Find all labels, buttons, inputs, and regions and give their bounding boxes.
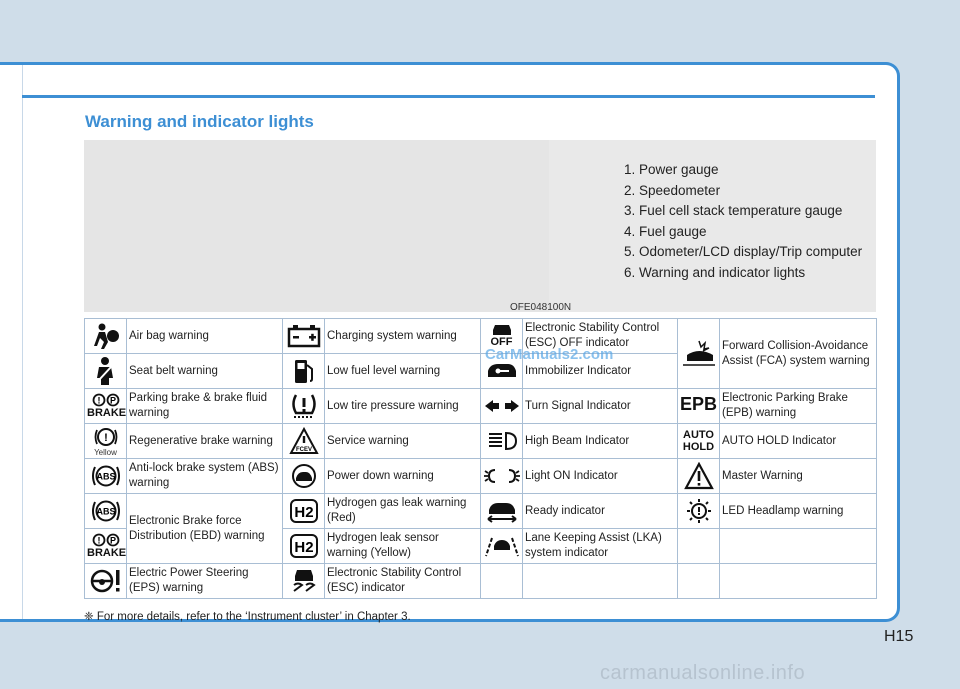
service-warning-icon <box>283 424 325 459</box>
light-label: Immobilizer Indicator <box>523 354 678 389</box>
light-label: Low tire pressure warning <box>325 389 481 424</box>
parking-brake-text: BRAKE <box>87 407 127 419</box>
lane-keeping-icon <box>481 529 523 564</box>
tire-pressure-icon <box>283 389 325 424</box>
warning-lights-table <box>84 318 877 599</box>
master-warning-icon <box>678 459 720 494</box>
ebd-abs-icon <box>85 494 127 529</box>
esc-off-text: OFF <box>490 336 513 348</box>
empty-icon-cell <box>678 564 720 599</box>
auto-hold-text: AUTO HOLD <box>682 429 715 453</box>
parking-brake-icon <box>85 389 127 424</box>
led-headlamp-icon <box>678 494 720 529</box>
image-caption: OFE048100N <box>510 302 572 313</box>
ebd-abs-text: ABS <box>95 506 116 517</box>
light-label: Lane Keeping Assist (LKA) system indicator <box>523 529 678 564</box>
regenerative-brake-icon <box>85 424 127 459</box>
light-label: Hydrogen gas leak warning (Red) <box>325 494 481 529</box>
light-label: Parking brake & brake fluid warning <box>127 389 283 424</box>
legend-item: 4. Fuel gauge <box>624 223 707 239</box>
light-label: Master Warning <box>720 459 877 494</box>
fcev-text: FCEV <box>295 447 312 453</box>
airbag-warning-icon <box>85 319 127 354</box>
empty-icon-cell <box>481 564 523 599</box>
cluster-legend <box>624 160 862 283</box>
svg-text:!: ! <box>97 395 100 406</box>
light-label: Ready indicator <box>523 494 678 529</box>
light-label: Electronic Stability Control (ESC) indicator <box>325 564 481 599</box>
header-rule <box>22 95 875 98</box>
svg-text:!: ! <box>103 431 108 444</box>
legend-item: 2. Speedometer <box>624 182 721 198</box>
watermark-logo: CarManuals2.com <box>485 346 614 363</box>
light-label: LED Headlamp warning <box>720 494 877 529</box>
empty-label-cell <box>720 529 877 564</box>
auto-hold-icon <box>678 424 720 459</box>
abs-text: ABS <box>95 471 116 482</box>
instrument-cluster-image <box>84 140 876 312</box>
light-label: Anti-lock brake system (ABS) warning <box>127 459 283 494</box>
battery-icon <box>283 319 325 354</box>
h2-yellow-text: H2 <box>293 539 314 556</box>
light-label: Electronic Parking Brake (EPB) warning <box>720 389 877 424</box>
legend-item: 5. Odometer/LCD display/Trip computer <box>624 244 863 259</box>
light-label: Regenerative brake warning <box>127 424 283 459</box>
power-steering-icon <box>85 564 127 599</box>
light-label: Power down warning <box>325 459 481 494</box>
light-label: AUTO HOLD Indicator <box>720 424 877 459</box>
ready-icon <box>481 494 523 529</box>
svg-text:P: P <box>109 535 116 546</box>
table-row <box>85 564 877 599</box>
light-label: Low fuel level warning <box>325 354 481 389</box>
legend-item: 6. Warning and indicator lights <box>624 264 806 280</box>
h2-red-text: H2 <box>293 504 314 521</box>
light-on-icon <box>481 459 523 494</box>
light-label: Electric Power Steering (EPS) warning <box>127 564 283 599</box>
light-label: Electronic Stability Control (ESC) OFF indicator <box>523 319 678 354</box>
table-row <box>85 389 877 424</box>
svg-text:!: ! <box>97 535 100 546</box>
abs-icon <box>85 459 127 494</box>
light-label: Charging system warning <box>325 319 481 354</box>
light-label: Forward Collision-Avoidance Assist (FCA) system warning <box>720 319 877 389</box>
seat-belt-icon <box>85 354 127 389</box>
light-label: Turn Signal Indicator <box>523 389 678 424</box>
light-label: Seat belt warning <box>127 354 283 389</box>
turn-signal-icon <box>481 389 523 424</box>
cluster-illustration <box>84 140 549 312</box>
light-label: Light ON Indicator <box>523 459 678 494</box>
light-label: High Beam Indicator <box>523 424 678 459</box>
light-label: Hydrogen leak sensor warning (Yellow) <box>325 529 481 564</box>
page-number: H15 <box>884 628 914 645</box>
footnote: ❈ For more details, refer to the ‘Instrument cluster’ in Chapter 3. <box>84 611 411 623</box>
ebd-brake-icon <box>85 529 127 564</box>
high-beam-icon <box>481 424 523 459</box>
empty-label-cell <box>523 564 678 599</box>
forward-collision-icon <box>678 319 720 389</box>
power-down-icon <box>283 459 325 494</box>
light-label: Service warning <box>325 424 481 459</box>
table-row <box>85 319 877 354</box>
light-label: Electronic Brake force Distribution (EBD) warning <box>127 494 283 564</box>
table-row <box>85 424 877 459</box>
fuel-pump-icon <box>283 354 325 389</box>
table-row <box>85 494 877 529</box>
table-row <box>85 459 877 494</box>
hydrogen-yellow-icon <box>283 529 325 564</box>
light-label: Air bag warning <box>127 319 283 354</box>
color-note: Yellow <box>94 447 117 457</box>
margin-line <box>22 65 23 619</box>
empty-label-cell <box>720 564 877 599</box>
epb-text: EPB <box>680 394 718 414</box>
empty-icon-cell <box>678 529 720 564</box>
legend-item: 1. Power gauge <box>624 162 719 177</box>
footer-watermark: carmanualsonline.info <box>600 662 806 684</box>
legend-item: 3. Fuel cell stack temperature gauge <box>624 203 843 218</box>
hydrogen-red-icon <box>283 494 325 529</box>
epb-icon <box>678 389 720 424</box>
ebd-brake-text: BRAKE <box>87 547 127 559</box>
esc-icon <box>283 564 325 599</box>
section-title: Warning and indicator lights <box>85 112 314 131</box>
svg-text:P: P <box>109 395 116 406</box>
